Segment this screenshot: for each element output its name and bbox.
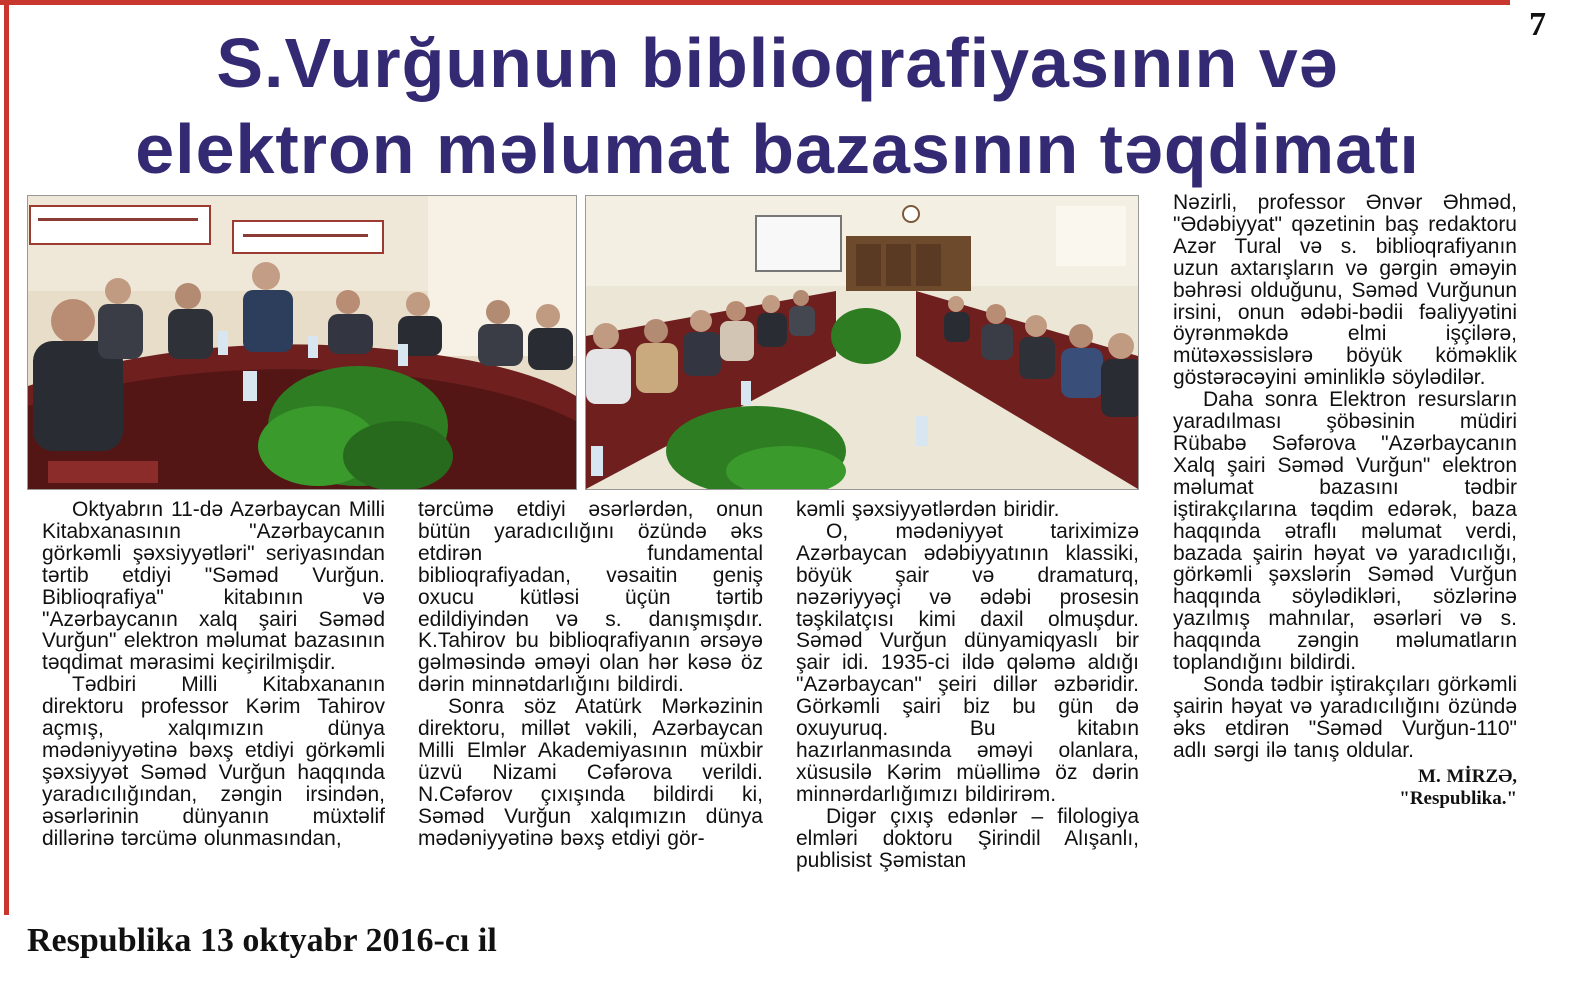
page-number: 7 xyxy=(1529,6,1546,43)
paragraph: Sonra söz Atatürk Mərkəzinin direktoru, millət vəkili, Azərbaycan Milli Elmlər Akademiyasının müxbir üzvü Nizami Cəfərova verildi. N.Cəfərov çıxışında bildirdi ki, Səməd Vurğun xalqımızın dünya mədəniyyətinə bəxş etdiyi gör- xyxy=(418,695,763,850)
byline xyxy=(1173,766,1517,810)
source-caption: Respublika 13 oktyabr 2016-cı il xyxy=(27,922,497,959)
paragraph: Nəzirli, professor Ənvər Əhməd, "Ədəbiyyat" qəzetinin baş redaktoru Azər Tural və s. biblioqrafiyanın uzun axtarışların və gərgin əməyin bəhrəsi olduğunu, Səməd Vurğunun irsini, onun ədəbi-bədii fəaliyyətini öyrənməkdə elmi işçilərə, mütəxəssislərə böyük köməklik göstərəcəyini əminliklə söylədilər. xyxy=(1173,191,1517,390)
photo-hall-illustration xyxy=(586,196,1138,489)
byline-author: M. MİRZƏ, xyxy=(1418,765,1517,787)
article-column-4 xyxy=(1173,192,1517,810)
paragraph: Daha sonra Elektron resursların yaradılması şöbəsinin müdiri Rübabə Səfərova "Azərbaycanın Xalq şairi Səməd Vurğun" elektron məlumat bazasını tədbir iştirakçılarına təqdim edərək, baza haqqında ətraflı məlumat verdi, bazada şairin həyat və yaradıcılığı, görkəmli şəxslərin Səməd Vurğun haqqında söylədikləri, sözlərinə yazılmış mahnılar, əsərləri və s. haqqında zəngin məlumatların toplandığını bildirdi. xyxy=(1173,388,1517,675)
photo-speakers-illustration xyxy=(28,196,576,489)
paragraph: Sonda tədbir iştirakçıları görkəmli şairin həyat və yaradıcılığını özündə əks etdirən "Səməd Vurğun-110" adlı sərgi ilə tanış oldular. xyxy=(1173,672,1517,762)
photo-speakers xyxy=(27,195,577,490)
paragraph: O, mədəniyyət tariximizə Azərbaycan ədəbiyyatının klassiki, böyük şair və dramaturq, nəzəriyyəçi və ədəbi prosesin təşkilatçısı kimi daxil olmuşdur. Səməd Vurğun dünyamiqyaslı bir şair idi. 1935-ci ildə qələmə aldığı "Azərbaycan" şeiri dillər əzbəridir. Görkəmli şairi biz bu gün də oxuyuruq. Bu kitabın hazırlanmasında əməyi olanlara, xüsusilə Kərim müəllimə öz dərin minnərdarlığımızı bildirirəm. xyxy=(796,519,1139,806)
paragraph: kəmli şəxsiyyətlərdən biridir. xyxy=(796,498,1060,521)
left-rule xyxy=(4,0,9,915)
paragraph: Oktyabrın 11-də Azərbaycan Milli Kitabxanasının "Azərbaycanın görkəmli şəxsiyyətləri" seriyasından tərtib etdiyi "Səməd Vurğun. Biblioqrafiya" kitabının və "Azərbaycanın xalq şairi Səməd Vurğun" elektron məlumat bazasının təqdimat mərasimi keçirilmişdir. xyxy=(42,498,385,675)
article-column-1 xyxy=(42,499,385,850)
byline-outlet: "Respublika." xyxy=(1399,787,1517,809)
paragraph: Tədbiri Milli Kitabxananın direktoru professor Kərim Tahirov açmış, xalqımızın dünya mədəniyyətinə bəxş etdiyi görkəmli şəxsiyyət Səməd Vurğun haqqında yaradıcılığından, zəngin irsindən, əsərlərinin dünyanın müxtəlif dillərinə tərcümə olunmasından, xyxy=(42,673,385,850)
headline-line-1: S.Vurğunun biblioqrafiyasının və xyxy=(216,24,1339,102)
article-column-2 xyxy=(418,499,763,850)
photo-hall xyxy=(585,195,1139,490)
paragraph: Digər çıxış edənlər – filologiya elmləri doktoru Şirindil Alışanlı, publisist Şəmistan xyxy=(796,804,1139,872)
headline xyxy=(20,20,1535,192)
top-rule xyxy=(0,0,1510,5)
headline-line-2: elektron məlumat bazasının təqdimatı xyxy=(135,110,1420,188)
article-column-3 xyxy=(796,499,1139,871)
paragraph: tərcümə etdiyi əsərlərdən, onun bütün yaradıcılığını özündə əks etdirən fundamental biblioqrafiyadan, vəsaitin geniş oxucu kütləsi üçün tərtib edildiyindən və s. danışmışdır. K.Tahirov bu biblioqrafiyanın ərsəyə gəlməsində əməyi olan hər kəsə öz dərin minnətdarlığını bildirdi. xyxy=(418,498,763,697)
